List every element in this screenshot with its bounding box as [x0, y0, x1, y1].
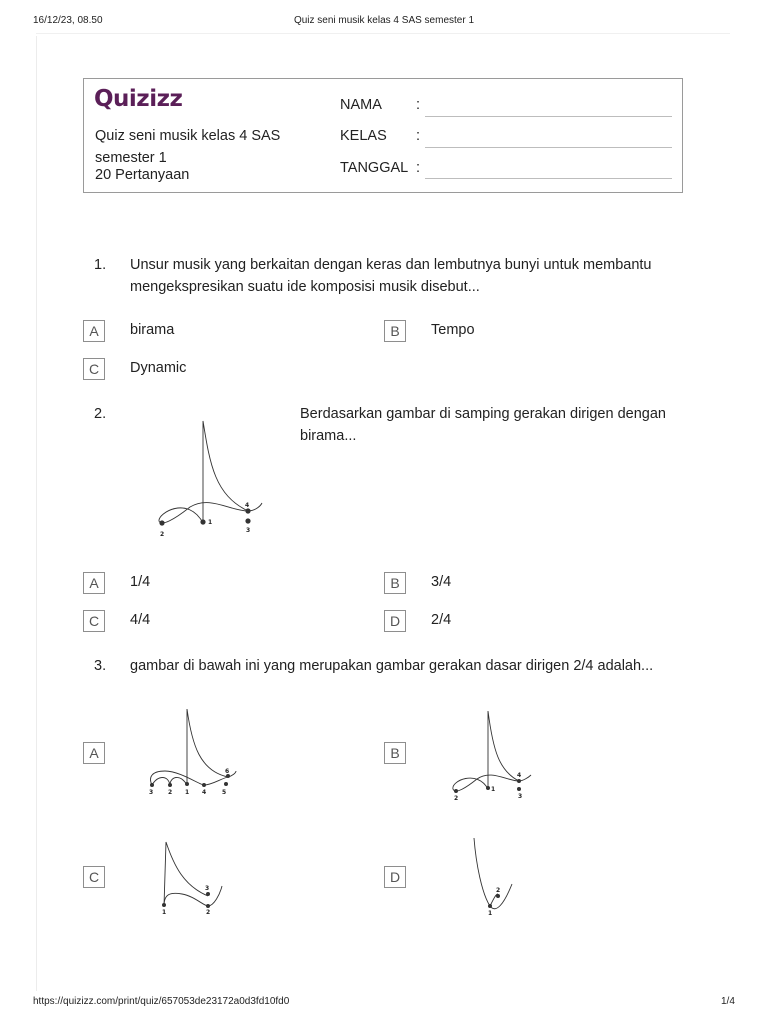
- quiz-title: Quiz seni musik kelas 4 SAS semester 1: [95, 128, 281, 166]
- question-2-number: 2.: [94, 406, 107, 422]
- print-url[interactable]: https://quizizz.com/print/quiz/657053de23172a0d3fd10fd0: [33, 996, 290, 1007]
- q2-figure-label-4: 4: [245, 502, 250, 509]
- question-count: 20 Pertanyaan: [95, 167, 190, 183]
- q2-option-d-letter: D: [384, 610, 406, 632]
- q2-option-b-letter: B: [384, 572, 406, 594]
- print-page-number: 1/4: [721, 996, 735, 1007]
- q3b-label-3: 3: [518, 793, 523, 800]
- q3a-label-6: 6: [225, 768, 230, 775]
- q3-option-c-letter: C: [83, 866, 105, 888]
- q2-figure-label-1: 1: [208, 519, 213, 526]
- q2-option-a-letter: A: [83, 572, 105, 594]
- print-datetime: 16/12/23, 08.50: [33, 15, 103, 26]
- conductor-pattern-6-beat-icon: [140, 705, 250, 800]
- q3-option-a-letter: A: [83, 742, 105, 764]
- q2-option-b-text: 3/4: [431, 574, 452, 590]
- date-line: [425, 178, 672, 179]
- name-line: [425, 116, 672, 117]
- q3-option-d-letter: D: [384, 866, 406, 888]
- left-margin-line: [36, 36, 37, 991]
- class-label: KELAS: [340, 128, 387, 144]
- top-divider: [36, 33, 730, 34]
- q2-option-d-text: 2/4: [431, 612, 452, 628]
- conductor-pattern-2-beat-icon: [460, 834, 520, 919]
- class-line: [425, 147, 672, 148]
- q1-option-a-letter: A: [83, 320, 105, 342]
- print-title: Quiz seni musik kelas 4 SAS semester 1: [293, 15, 475, 26]
- q1-option-c-letter: C: [83, 358, 105, 380]
- q2-option-c-letter: C: [83, 610, 105, 632]
- q3a-label-4: 4: [202, 789, 207, 796]
- quizizz-logo: Quizizz: [94, 86, 183, 112]
- q3a-label-3: 3: [149, 789, 154, 796]
- date-label: TANGGAL: [340, 160, 409, 176]
- q3a-label-5: 5: [222, 789, 227, 796]
- q3c-label-1: 1: [162, 909, 167, 916]
- q3d-label-1: 1: [488, 910, 493, 917]
- q1-option-b-text: Tempo: [431, 322, 475, 338]
- name-label: NAMA: [340, 97, 382, 113]
- class-colon: :: [416, 128, 421, 144]
- conductor-pattern-4-beat-option-icon: [445, 705, 545, 805]
- q3b-label-1: 1: [491, 786, 496, 793]
- q2-option-a-text: 1/4: [130, 574, 151, 590]
- question-1-number: 1.: [94, 257, 107, 273]
- q2-figure-label-3: 3: [246, 527, 251, 534]
- q3c-label-2: 2: [206, 909, 211, 916]
- question-1-text: Unsur musik yang berkaitan dengan keras dan lembutnya bunyi untuk membantu mengekspresikan suatu ide komposisi musik disebut...: [130, 257, 652, 295]
- question-3-number: 3.: [94, 658, 107, 674]
- q3a-label-2: 2: [168, 789, 173, 796]
- question-3-text: gambar di bawah ini yang merupakan gambar gerakan dasar dirigen 2/4 adalah...: [130, 658, 654, 674]
- q3-option-b-letter: B: [384, 742, 406, 764]
- q1-option-b-letter: B: [384, 320, 406, 342]
- q2-option-c-text: 4/4: [130, 612, 151, 628]
- q3a-label-1: 1: [185, 789, 190, 796]
- q3b-label-4: 4: [517, 772, 522, 779]
- question-2-text: Berdasarkan gambar di samping gerakan dirigen dengan birama...: [300, 406, 666, 444]
- name-colon: :: [416, 97, 421, 113]
- q2-figure-label-2: 2: [160, 531, 165, 538]
- conductor-pattern-4-beat-icon: [150, 415, 280, 540]
- q3d-label-2: 2: [496, 887, 501, 894]
- q1-option-c-text: Dynamic: [130, 360, 187, 376]
- q1-option-a-text: birama: [130, 322, 175, 338]
- conductor-pattern-3-beat-icon: [152, 836, 232, 916]
- q3c-label-3: 3: [205, 885, 210, 892]
- q3b-label-2: 2: [454, 795, 459, 802]
- date-colon: :: [416, 160, 421, 176]
